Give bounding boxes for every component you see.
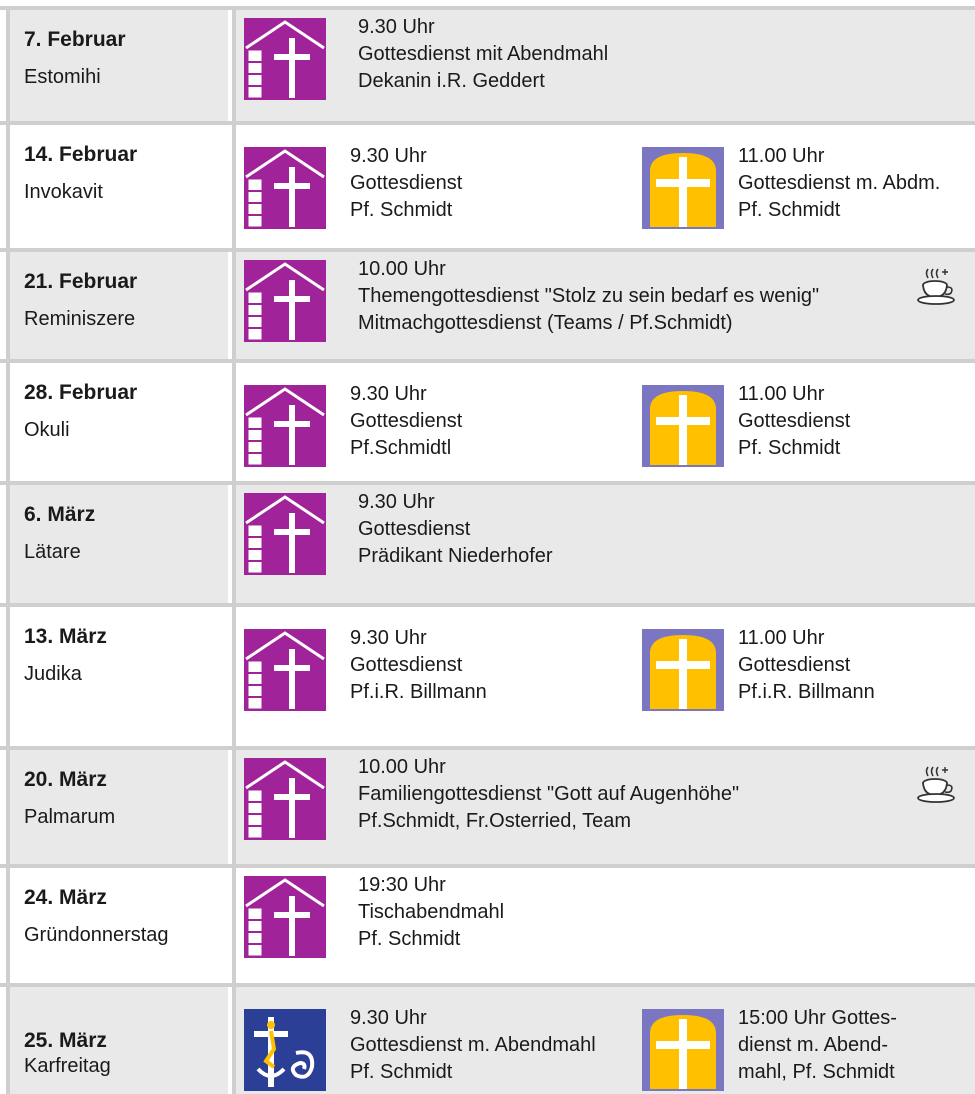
service-time: 9.30 Uhr xyxy=(350,145,427,167)
church-icon xyxy=(244,493,326,575)
date-cell xyxy=(6,125,228,248)
service-info-line: Pf.Schmidtl xyxy=(350,437,452,459)
chapel-icon xyxy=(642,385,724,467)
service-date: 6. März xyxy=(24,503,96,526)
schedule-row xyxy=(0,864,975,983)
service-info-line: Pf.Schmidt, Fr.Osterried, Team xyxy=(358,810,632,832)
service-info-line: Gottesdienst xyxy=(350,410,463,432)
service-details xyxy=(738,625,875,706)
date-cell xyxy=(6,10,228,121)
date-cell xyxy=(6,987,228,1094)
services-cell xyxy=(232,607,975,746)
church-sunday-name: Gründonnerstag xyxy=(24,924,169,946)
service-info-line: Pf. Schmidt xyxy=(350,199,453,221)
service-date: 14. Februar xyxy=(24,143,138,166)
crucifix-icon xyxy=(244,1009,326,1091)
service-details xyxy=(350,625,487,706)
date-cell xyxy=(6,252,228,359)
church-icon xyxy=(244,147,326,229)
service-time: 9.30 Uhr xyxy=(350,383,427,405)
service-date: 25. März xyxy=(24,1029,107,1052)
services-cell xyxy=(232,485,975,603)
service-time: 10.00 Uhr xyxy=(358,258,446,280)
church-sunday-name: Invokavit xyxy=(24,181,103,203)
schedule-row xyxy=(0,121,975,248)
schedule-row xyxy=(0,359,975,481)
service-info-line: Pf. Schmidt xyxy=(350,1061,453,1083)
church-sunday-name: Estomihi xyxy=(24,66,101,88)
service-time: 9.30 Uhr xyxy=(358,491,435,513)
service-info-line: Pf. Schmidt xyxy=(738,437,841,459)
chapel-icon xyxy=(642,1009,724,1091)
church-sunday-name: Lätare xyxy=(24,541,81,563)
services-cell xyxy=(232,125,975,248)
service-info-line: Tischabendmahl xyxy=(358,901,505,923)
service-date: 21. Februar xyxy=(24,270,138,293)
service-details xyxy=(358,754,739,835)
service-date: 7. Februar xyxy=(24,28,126,51)
service-details xyxy=(350,143,462,224)
service-time: 9.30 Uhr xyxy=(350,627,427,649)
service-time: 11.00 Uhr xyxy=(738,145,825,167)
service-info-line: Pf. Schmidt xyxy=(358,928,461,950)
service-info-line: Prädikant Niederhofer xyxy=(358,545,553,567)
service-info-line: Gottesdienst xyxy=(350,654,463,676)
service-info-line: Familiengottesdienst "Gott auf Augenhöhe" xyxy=(358,783,740,805)
service-details xyxy=(738,143,940,224)
services-cell xyxy=(232,10,975,121)
service-time: 15:00 Uhr Gottes- xyxy=(738,1007,897,1029)
service-details xyxy=(358,872,504,953)
date-cell xyxy=(6,750,228,864)
service-info-line: Gottesdienst xyxy=(350,172,463,194)
service-time: 9.30 Uhr xyxy=(358,16,435,38)
services-cell xyxy=(232,750,975,864)
church-icon xyxy=(244,876,326,958)
church-sunday-name: Reminiszere xyxy=(24,308,136,330)
date-cell xyxy=(6,363,228,481)
services-cell xyxy=(232,987,975,1094)
schedule-row xyxy=(0,746,975,864)
service-details xyxy=(358,489,553,570)
services-cell xyxy=(232,363,975,481)
church-icon xyxy=(244,260,326,342)
church-sunday-name: Okuli xyxy=(24,419,70,441)
chapel-icon xyxy=(642,147,724,229)
service-details xyxy=(350,381,462,462)
service-details xyxy=(738,1005,897,1086)
church-sunday-name: Palmarum xyxy=(24,806,116,828)
church-icon xyxy=(244,18,326,100)
service-info-line: Pf.i.R. Billmann xyxy=(738,681,875,703)
schedule-row xyxy=(0,248,975,359)
church-sunday-name: Judika xyxy=(24,663,82,685)
schedule-row xyxy=(0,481,975,603)
service-info-line: dienst m. Abend- xyxy=(738,1034,889,1056)
service-date: 28. Februar xyxy=(24,381,138,404)
service-time: 11.00 Uhr xyxy=(738,383,825,405)
service-time: 11.00 Uhr xyxy=(738,627,825,649)
date-cell xyxy=(6,868,228,983)
service-info-line: Themengottesdienst "Stolz zu sein bedarf es wenig" xyxy=(358,285,820,307)
service-info-line: Gottesdienst m. Abendmahl xyxy=(350,1034,596,1056)
service-details xyxy=(358,14,608,95)
schedule-row xyxy=(0,603,975,746)
service-info-line: Gottesdienst mit Abendmahl xyxy=(358,43,609,65)
chapel-icon xyxy=(642,629,724,711)
service-date: 24. März xyxy=(24,886,107,909)
coffee-cup-icon xyxy=(914,764,960,804)
service-time: 10.00 Uhr xyxy=(358,756,446,778)
service-info-line: Gottesdienst m. Abdm. xyxy=(738,172,941,194)
service-details xyxy=(350,1005,596,1086)
service-date: 13. März xyxy=(24,625,107,648)
schedule-row xyxy=(0,6,975,121)
service-details xyxy=(738,381,850,462)
service-info-line: Pf. Schmidt xyxy=(738,199,841,221)
service-date: 20. März xyxy=(24,768,107,791)
service-info-line: Dekanin i.R. Geddert xyxy=(358,70,545,92)
service-info-line: mahl, Pf. Schmidt xyxy=(738,1061,895,1083)
church-icon xyxy=(244,629,326,711)
date-cell xyxy=(6,607,228,746)
date-cell xyxy=(6,485,228,603)
service-details xyxy=(358,256,819,337)
services-cell xyxy=(232,868,975,983)
service-info-line: Pf.i.R. Billmann xyxy=(350,681,487,703)
church-sunday-name: Karfreitag xyxy=(24,1055,111,1077)
church-icon xyxy=(244,758,326,840)
service-info-line: Mitmachgottesdienst (Teams / Pf.Schmidt) xyxy=(358,312,733,334)
service-info-line: Gottesdienst xyxy=(738,654,851,676)
service-info-line: Gottesdienst xyxy=(738,410,851,432)
coffee-cup-icon xyxy=(914,266,960,306)
service-time: 9.30 Uhr xyxy=(350,1007,427,1029)
church-icon xyxy=(244,385,326,467)
service-info-line: Gottesdienst xyxy=(358,518,471,540)
service-time: 19:30 Uhr xyxy=(358,874,446,896)
services-cell xyxy=(232,252,975,359)
schedule-row xyxy=(0,983,975,1094)
